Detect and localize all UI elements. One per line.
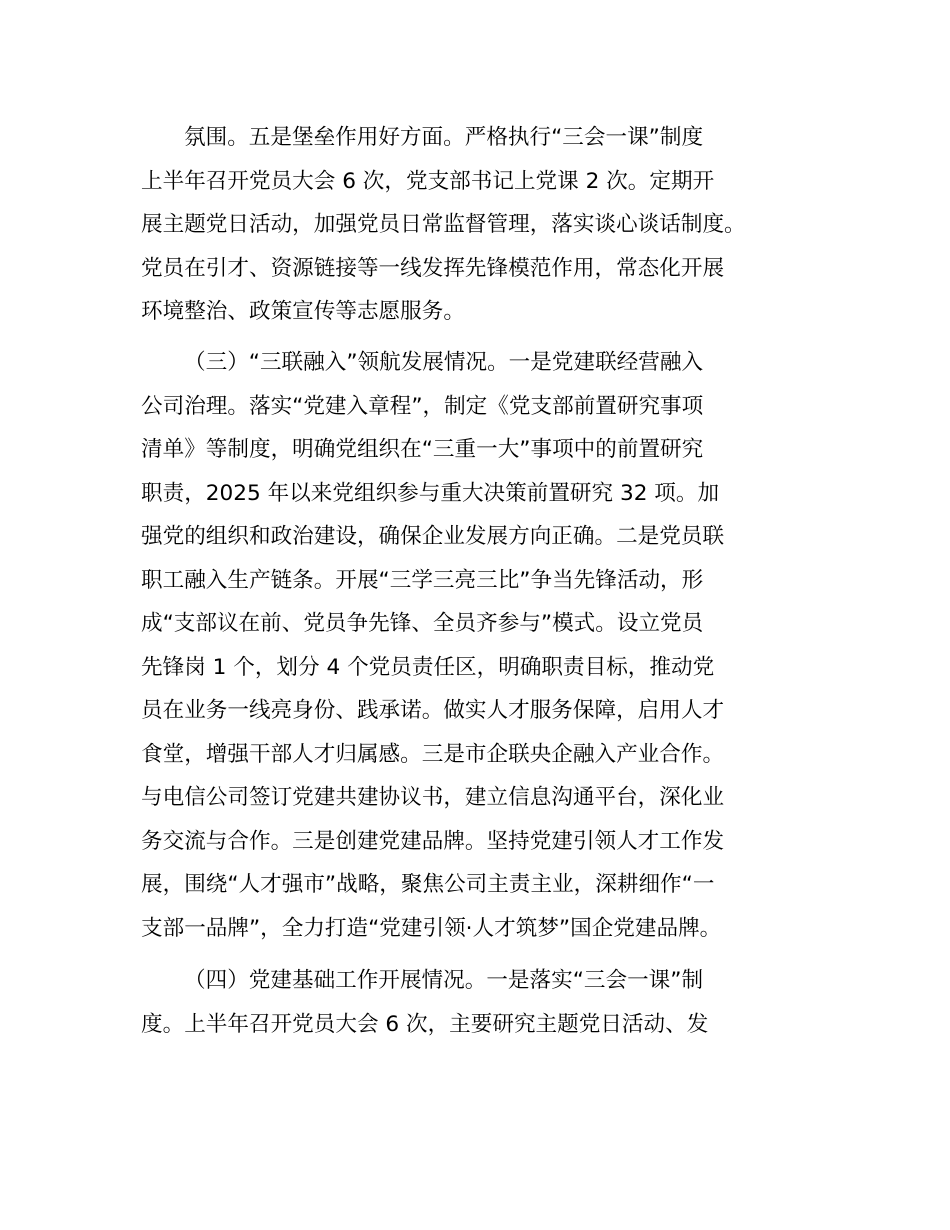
text-line: 公司治理。落实“党建入章程”，制定《党支部前置研究事项 xyxy=(141,394,704,419)
text-line: 环境整治、政策宣传等志愿服务。 xyxy=(141,299,465,324)
text-line: 展，围绕“人才强市”战略，聚焦公司主责主业，深耕细作“一 xyxy=(141,872,715,897)
text-line: 与电信公司签订党建共建协议书，建立信息沟通平台，深化业 xyxy=(141,785,725,810)
text-line: 先锋岗 1 个，划分 4 个党员责任区，明确职责目标，推动党 xyxy=(141,655,715,680)
text-line: 上半年召开党员大会 6 次，党支部书记上党课 2 次。定期开 xyxy=(141,169,715,194)
text-line: 强党的组织和政治建设，确保企业发展方向正确。二是党员联 xyxy=(141,524,725,549)
text-line: 清单》等制度，明确党组织在“三重一大”事项中的前置研究 xyxy=(141,437,704,462)
text-line: 职责，2025 年以来党组织参与重大决策前置研究 32 项。加 xyxy=(141,481,720,506)
text-line: 氛围。五是堡垒作用好方面。严格执行“三会一课”制度 xyxy=(184,125,704,150)
text-line: （四）党建基础工作开展情况。一是落实“三会一课”制 xyxy=(184,968,704,993)
text-line: （三）“三联融入”领航发展情况。一是党建联经营融入 xyxy=(184,350,704,375)
text-line: 职工融入生产链条。开展“三学三亮三比”争当先锋活动，形 xyxy=(141,568,704,593)
text-line: 支部一品牌”，全力打造“党建引领·人才筑梦”国企党建品牌。 xyxy=(141,916,722,941)
text-line: 食堂，增强干部人才归属感。三是市企联央企融入产业合作。 xyxy=(141,742,725,767)
text-line: 展主题党日活动，加强党员日常监督管理，落实谈心谈话制度。 xyxy=(141,212,746,237)
text-line: 党员在引才、资源链接等一线发挥先锋模范作用，常态化开展 xyxy=(141,256,725,281)
text-line: 员在业务一线亮身份、践承诺。做实人才服务保障，启用人才 xyxy=(141,698,725,723)
text-line: 度。上半年召开党员大会 6 次，主要研究主题党日活动、发 xyxy=(141,1012,709,1037)
text-line: 务交流与合作。三是创建党建品牌。坚持党建引领人才工作发 xyxy=(141,829,725,854)
text-line: 成“支部议在前、党员争先锋、全员齐参与”模式。设立党员 xyxy=(141,611,704,636)
